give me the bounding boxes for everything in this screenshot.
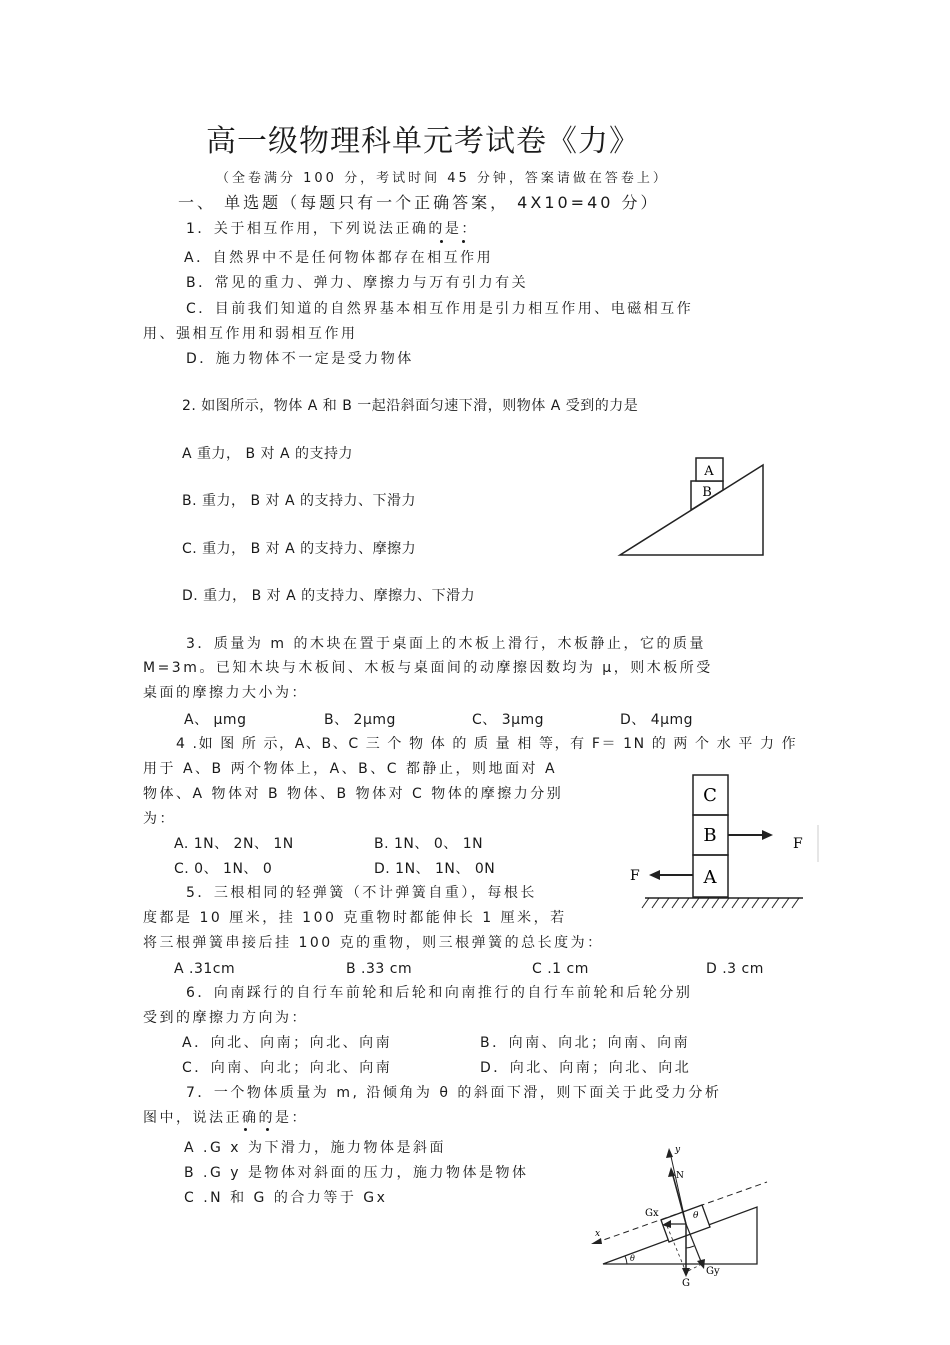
q2-option-c: C. 重力， B 对 A 的支持力、摩擦力 <box>182 541 417 557</box>
incline-angle-arc <box>625 1256 627 1264</box>
q5-line3: 将三根弹簧串接后挂 100 克的重物，则三根弹簧的总长度为： <box>143 935 604 951</box>
q7-option-c: C .N 和 G 的合力等于 Gx <box>184 1190 388 1206</box>
q5-option-b: B .33 cm <box>346 961 413 977</box>
force-left-arrowhead <box>649 870 660 880</box>
q6-option-c: C．向南、向北；向北、向南 <box>182 1060 393 1076</box>
block-b-label: B <box>702 485 712 500</box>
section-heading: 一、 单选题（每题只有一个正确答案， 4X10=40 分） <box>178 193 660 212</box>
force-right-arrowhead <box>762 830 773 840</box>
x-axis-label: x <box>595 1229 601 1239</box>
force-analysis-figure <box>585 1140 775 1290</box>
gy-label: Gy <box>706 1266 720 1277</box>
q6-option-b: B．向南、向北；向南、向南 <box>480 1035 691 1051</box>
q2-option-b: B. 重力， B 对 A 的支持力、下滑力 <box>182 493 416 509</box>
block-c-label: C <box>703 785 717 806</box>
q4-line3: 物体、A 物体对 B 物体、B 物体对 C 物体的摩擦力分别 <box>143 786 564 802</box>
q5-line2: 度都是 10 厘米，挂 100 克重物时都能伸长 1 厘米，若 <box>143 910 567 926</box>
q4-option-b: B. 1N、 0、 1N <box>374 836 484 852</box>
q2-stem: 2. 如图所示，物体 A 和 B 一起沿斜面匀速下滑，则物体 A 受到的力是 <box>182 398 639 414</box>
q5-option-c: C .1 cm <box>532 961 589 977</box>
gx-label: Gx <box>645 1208 659 1219</box>
block-b-label: B <box>703 825 717 846</box>
ground-hatching <box>642 898 799 908</box>
incline-angle-label: θ <box>630 1254 635 1263</box>
y-axis-arrowhead <box>666 1148 673 1158</box>
q3-line2: M=3m。已知木块与木板间、木板与桌面间的动摩擦因数均为 μ，则木板所受 <box>143 660 713 676</box>
emphasis-dot <box>244 1128 247 1131</box>
q4-line4: 为： <box>143 811 176 827</box>
q5-line1: 5．三根相同的轻弹簧（不计弹簧自重），每根长 <box>186 885 537 901</box>
q6-line1: 6．向南踩行的自行车前轮和后轮和向南推行的自行车前轮和后轮分别 <box>186 985 693 1001</box>
q7-line2: 图中，说法正确的是： <box>143 1110 308 1126</box>
normal-force-label: N <box>676 1171 684 1181</box>
q1-stem: 1．关于相互作用，下列说法正确的是： <box>186 221 478 237</box>
q3-option-b: B、 2μmg <box>324 712 396 728</box>
q6-option-d: D．向北、向南；向北、向北 <box>480 1060 692 1076</box>
q2-option-d: D. 重力， B 对 A 的支持力、摩擦力、下滑力 <box>182 588 476 604</box>
q3-line3: 桌面的摩擦力大小为： <box>143 685 308 701</box>
q6-option-a: A．向北、向南；向北、向南 <box>182 1035 393 1051</box>
q5-option-a: A .31cm <box>174 961 236 977</box>
gravity-label: G <box>682 1278 690 1289</box>
q7-option-b: B .G y 是物体对斜面的压力，施力物体是物体 <box>184 1165 529 1181</box>
page-title: 高一级物理科单元考试卷《力》 <box>206 124 640 159</box>
q5-option-d: D .3 cm <box>706 961 764 977</box>
q6-line2: 受到的摩擦力方向为： <box>143 1010 308 1026</box>
force-right-label: F <box>793 836 803 852</box>
block-a-label: A <box>703 867 717 888</box>
q3-option-c: C、 3μmg <box>472 712 545 728</box>
block-a-label: A <box>704 464 714 479</box>
y-axis-label: y <box>675 1145 681 1155</box>
block-angle-arc <box>686 1246 694 1248</box>
q4-option-d: D. 1N、 1N、 0N <box>374 861 496 877</box>
q2-option-a: A 重力， B 对 A 的支持力 <box>182 446 354 462</box>
q1-option-d: D．施力物体不一定是受力物体 <box>186 351 414 367</box>
q4-line1: 4 .如 图 所 示，A、B、C 三 个 物 体 的 质 量 相 等，有 F＝ 1N 的 两 个 水 平 力 作 <box>176 736 798 752</box>
q4-option-c: C. 0、 1N、 0 <box>174 861 273 877</box>
q4-option-a: A. 1N、 2N、 1N <box>174 836 294 852</box>
exam-subtitle: （全卷满分 100 分，考试时间 45 分钟，答案请做在答卷上） <box>216 171 669 186</box>
force-left-label: F <box>630 868 640 884</box>
q7-option-a: A .G x 为下滑力，施力物体是斜面 <box>184 1140 447 1156</box>
emphasis-dot <box>440 240 443 243</box>
q7-line1: 7．一个物体质量为 m, 沿倾角为 θ 的斜面下滑，则下面关于此受力分析 <box>186 1085 722 1101</box>
q3-option-d: D、 4μmg <box>620 712 694 728</box>
q1-option-a: A．自然界中不是任何物体都存在相互作用 <box>184 250 494 266</box>
gravity-arrowhead <box>682 1268 690 1277</box>
emphasis-dot <box>266 1128 269 1131</box>
q3-line1: 3．质量为 m 的木块在置于桌面上的木板上滑行，木板静止，它的质量 <box>186 636 706 652</box>
q1-option-c-line2: 用、强相互作用和弱相互作用 <box>143 326 358 342</box>
incline-blocks-figure <box>615 450 775 560</box>
q4-line2: 用于 A、B 两个物体上，A、B、C 都静止，则地面对 A <box>143 761 558 777</box>
emphasis-dot <box>462 240 465 243</box>
stacked-blocks-figure <box>615 770 825 915</box>
q1-option-c-line1: C．目前我们知道的自然界基本相互作用是引力相互作用、电磁相互作 <box>186 301 694 317</box>
q1-option-b: B．常见的重力、弹力、摩擦力与万有引力有关 <box>186 275 529 291</box>
q3-option-a: A、 μmg <box>184 712 247 728</box>
block-angle-label: θ <box>693 1211 699 1221</box>
